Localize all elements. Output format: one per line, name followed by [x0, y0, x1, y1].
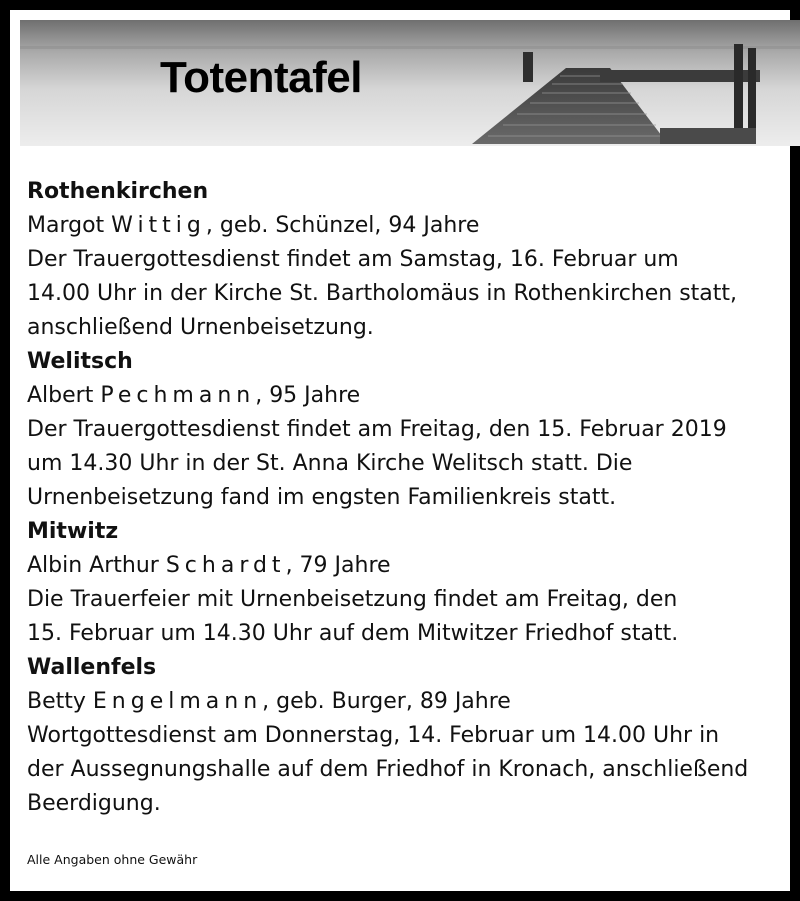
header-banner — [20, 20, 800, 146]
deceased-name-line — [27, 379, 797, 413]
service-text: der Aussegnungshalle auf dem Friedhof in Kronach, anschließend — [27, 757, 749, 782]
place-heading: Mitwitz — [27, 519, 119, 544]
service-text: 15. Februar um 14.30 Uhr auf dem Mitwitzer Friedhof statt. — [27, 621, 679, 646]
service-text: Die Trauerfeier mit Urnenbeisetzung findet am Freitag, den — [27, 587, 678, 612]
obituary-entry — [27, 175, 797, 345]
details: , geb. Schünzel, 94 Jahre — [205, 213, 480, 238]
service-text: Urnenbeisetzung fand im engsten Familienkreis statt. — [27, 485, 617, 510]
surname: Schardt — [165, 553, 286, 578]
service-text: anschließend Urnenbeisetzung. — [27, 315, 374, 340]
deceased-name-line — [27, 685, 797, 719]
place-heading: Welitsch — [27, 349, 133, 374]
service-text: Der Trauergottesdienst findet am Freitag, den 15. Februar 2019 — [27, 417, 727, 442]
first-name: Albin Arthur — [27, 553, 159, 578]
service-text: um 14.30 Uhr in der St. Anna Kirche Welitsch statt. Die — [27, 451, 633, 476]
surname: Pechmann — [100, 383, 256, 408]
details: , 79 Jahre — [285, 553, 391, 578]
surname: Wittig — [111, 213, 206, 238]
service-text: Wortgottesdienst am Donnerstag, 14. Februar um 14.00 Uhr in — [27, 723, 720, 748]
obituary-entry — [27, 345, 797, 515]
place-heading: Wallenfels — [27, 655, 157, 680]
place-heading: Rothenkirchen — [27, 179, 209, 204]
service-text: Der Trauergottesdienst findet am Samstag, 16. Februar um — [27, 247, 679, 272]
details: , 95 Jahre — [255, 383, 361, 408]
obituary-entry — [27, 651, 797, 821]
service-text: 14.00 Uhr in der Kirche St. Bartholomäus in Rothenkirchen statt, — [27, 281, 738, 306]
deceased-name-line — [27, 209, 797, 243]
obituary-entry — [27, 515, 797, 651]
disclaimer: Alle Angaben ohne Gewähr — [27, 852, 198, 867]
details: , geb. Burger, 89 Jahre — [262, 689, 511, 714]
first-name: Margot — [27, 213, 105, 238]
jetty-lake-photo — [20, 20, 800, 146]
obituary-list — [27, 175, 797, 821]
service-text: Beerdigung. — [27, 791, 161, 816]
surname: Engelmann — [92, 689, 263, 714]
page-title: Totentafel — [160, 53, 362, 102]
first-name: Albert — [27, 383, 94, 408]
deceased-name-line — [27, 549, 797, 583]
first-name: Betty — [27, 689, 86, 714]
